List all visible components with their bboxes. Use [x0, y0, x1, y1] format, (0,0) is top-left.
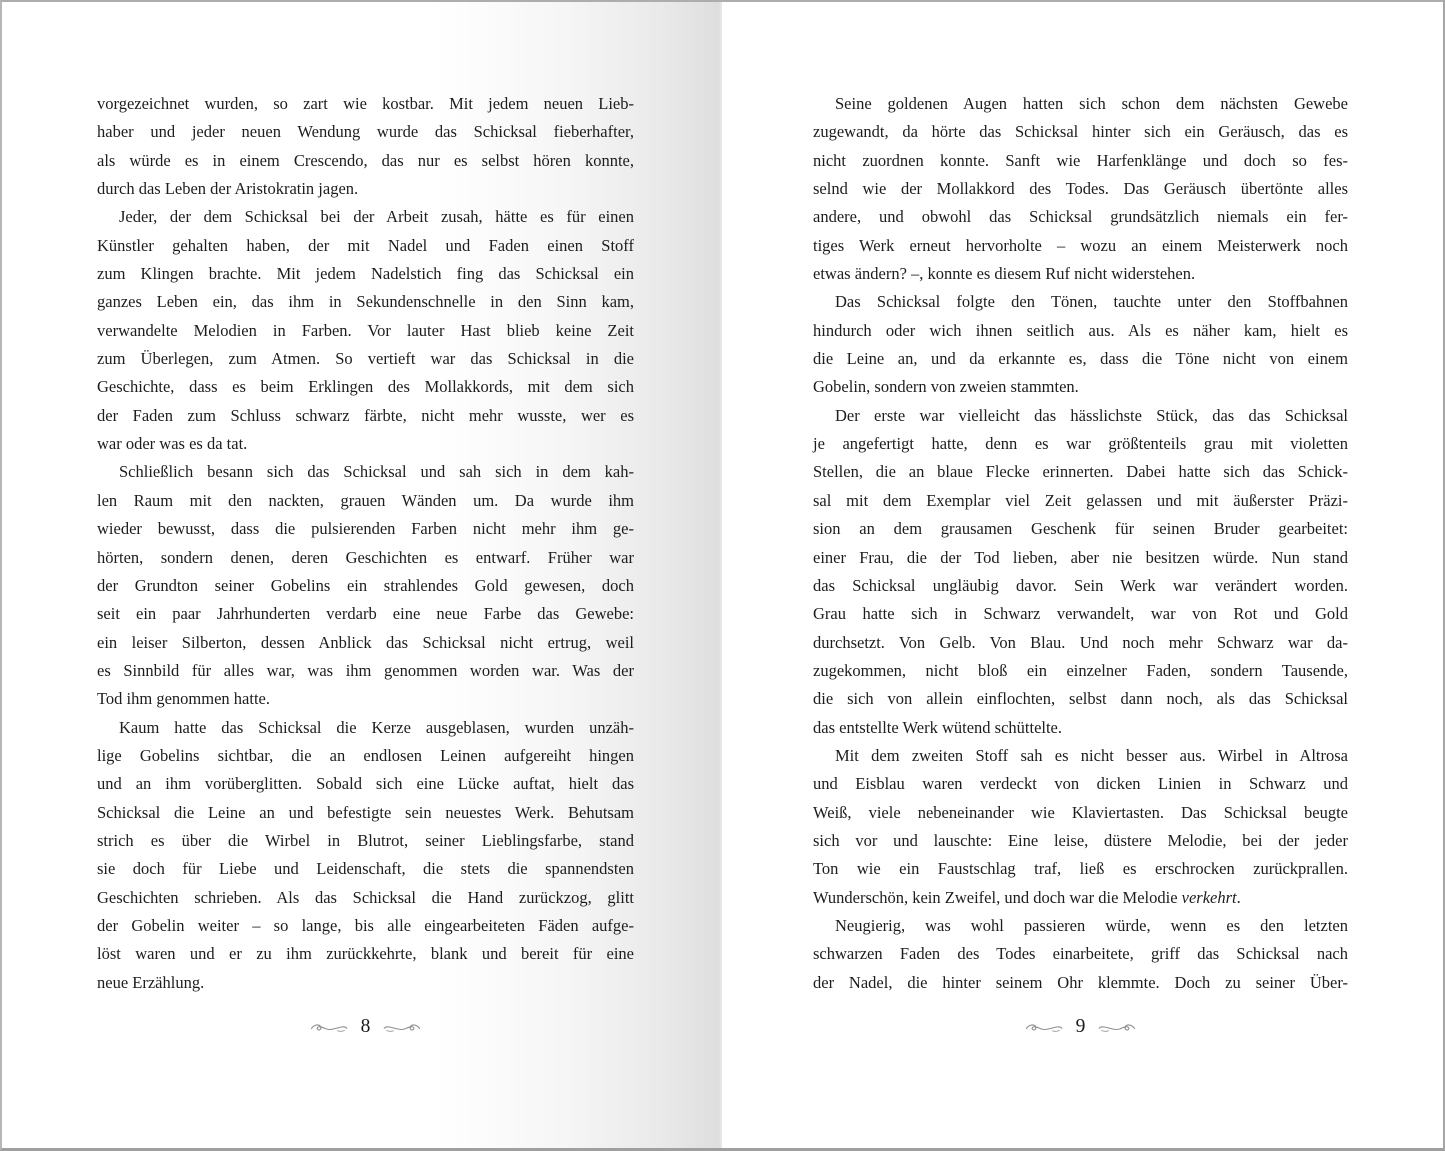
text-line: ein leiser Silberton, dessen Anblick das Schicksal nicht ertrug, weil	[97, 632, 634, 652]
text-line: sion an dem grausamen Geschenk für seinen Bruder gearbeitet:	[813, 519, 1348, 539]
text-line: einer Frau, die der Tod lieben, aber nie besitzen würde. Nun stand	[813, 547, 1348, 567]
text-line: Schließlich besann sich das Schicksal und sah sich in dem kah-	[119, 462, 634, 482]
text-line: der Faden zum Schluss schwarz färbte, nicht mehr wusste, wer es	[97, 405, 634, 425]
text-line: zum Überlegen, zum Atmen. So vertieft war das Schicksal in die	[97, 349, 634, 369]
text-line: Künstler gehalten haben, der mit Nadel und Faden einen Stoff	[97, 235, 634, 255]
text-line: Stellen, die an blaue Flecke erinnerten. Dabei hatte sich das Schick-	[813, 462, 1348, 482]
text-line: sie doch für Liebe und Leidenschaft, die stets die spannendsten	[97, 859, 634, 879]
text-line: war oder was es da tat.	[97, 434, 248, 454]
flourish-left-icon	[310, 1022, 348, 1034]
text-line: Schicksal die Leine an und befestigte sein neuestes Werk. Behutsam	[97, 802, 634, 822]
text-line: und an ihm vorüberglitten. Sobald sich eine Lücke auftat, hielt das	[97, 774, 634, 794]
text-line: die sich von allein einflochten, selbst dann noch, als das Schicksal	[813, 689, 1348, 709]
text-line: selnd wie der Mollakkord des Todes. Das Geräusch übertönte alles	[813, 179, 1348, 199]
text-line: Geschichte, dass es beim Erklingen des Mollakkords, mit dem sich	[97, 377, 634, 397]
text-line: haber und jeder neuen Wendung wurde das Schicksal fieberhafter,	[97, 122, 634, 142]
text-line: Jeder, der dem Schicksal bei der Arbeit zusah, hätte es für einen	[119, 207, 634, 227]
text-line: Ton wie ein Faustschlag traf, ließ es erschrocken zurückprallen.	[813, 859, 1348, 879]
text-line: der Grundton seiner Gobelins ein strahlendes Gold gewesen, doch	[97, 575, 634, 595]
book-page-left	[2, 2, 722, 1148]
text-line: je angefertigt hatte, denn es war größtenteils grau mit violetten	[813, 434, 1348, 454]
text-line: sich vor und lauschte: Eine leise, düstere Melodie, bei der jeder	[813, 830, 1348, 850]
text-line: Seine goldenen Augen hatten sich schon dem nächsten Gewebe	[835, 94, 1348, 113]
folio-number: 9	[1075, 1016, 1086, 1037]
text-line: nicht zuordnen konnte. Sanft wie Harfenklänge und doch so fes-	[813, 150, 1348, 170]
text-line: strich es über die Wirbel in Blutrot, seiner Lieblingsfarbe, stand	[97, 830, 634, 850]
text-line: Geschichten schrieben. Als das Schicksal die Hand zurückzog, glitt	[97, 887, 634, 907]
folio	[813, 1017, 1348, 1039]
text-line: etwas ändern? –, konnte es diesem Ruf nicht widerstehen.	[813, 264, 1196, 284]
text-line: andere, und obwohl das Schicksal grundsätzlich niemals ein fer-	[813, 207, 1348, 227]
text-line: seit ein paar Jahrhunderten verdarb eine neue Farbe das Gewebe:	[97, 604, 634, 624]
text-line: durchsetzt. Von Gelb. Von Blau. Und noch mehr Schwarz war da-	[813, 632, 1348, 652]
text-line: tiges Werk erneut hervorholte – wozu an einem Meisterwerk noch	[813, 235, 1348, 255]
folio-number: 8	[360, 1016, 371, 1037]
text-line: als würde es in einem Crescendo, das nur es selbst hören konnte,	[97, 150, 634, 170]
text-line: zugekommen, nicht bloß ein einzelner Faden, sondern Tausende,	[813, 660, 1348, 680]
text-line: zugewandt, da hörte das Schicksal hinter sich ein Geräusch, das es	[813, 122, 1348, 142]
text-line: das entstellte Werk wütend schüttelte.	[813, 717, 1063, 737]
text-line: Das Schicksal folgte den Tönen, tauchte unter den Stoffbahnen	[835, 292, 1348, 312]
text-line: hindurch oder wich ihnen seitlich aus. Als es näher kam, hielt es	[813, 320, 1348, 340]
text-line: verwandelte Melodien in Farben. Vor lauter Hast blieb keine Zeit	[97, 320, 634, 340]
text-line: wieder bewusst, dass die pulsierenden Farben nicht mehr ihm ge-	[97, 519, 634, 539]
text-line: Tod ihm genommen hatte.	[97, 689, 270, 709]
text-line: Kaum hatte das Schicksal die Kerze ausgeblasen, wurden unzäh-	[119, 717, 634, 737]
text-line: lige Gobelins sichtbar, die an endlosen Leinen aufgereiht hingen	[97, 745, 634, 765]
text-line: Neugierig, was wohl passieren würde, wenn es den letzten	[835, 915, 1348, 935]
text-line: zum Klingen brachte. Mit jedem Nadelstich fing das Schicksal ein	[97, 264, 634, 284]
text-line: len Raum mit den nackten, grauen Wänden um. Da wurde ihm	[97, 490, 634, 510]
book-page-right	[722, 2, 1443, 1148]
text-line: Weiß, viele nebeneinander wie Klaviertasten. Das Schicksal beugte	[813, 802, 1348, 822]
text-line: löst waren und er zu ihm zurückkehrte, blank und bereit für eine	[97, 944, 634, 964]
text-line: vorgezeichnet wurden, so zart wie kostbar. Mit jedem neuen Lieb-	[97, 94, 634, 113]
flourish-right-icon	[383, 1022, 421, 1034]
text-block	[97, 90, 634, 997]
text-line: neue Erzählung.	[97, 972, 205, 992]
text-line: Der erste war vielleicht das hässlichste Stück, das das Schicksal	[835, 405, 1348, 425]
text-line: und Eisblau waren verdeckt von dicken Linien in Schwarz und	[813, 774, 1348, 794]
text-line: Mit dem zweiten Stoff sah es nicht besser aus. Wirbel in Altrosa	[835, 745, 1348, 765]
text-line: hörten, sondern denen, deren Geschichten es entwarf. Früher war	[97, 547, 634, 567]
text-line: der Gobelin weiter – so lange, bis alle eingearbeiteten Fäden aufge-	[97, 915, 634, 935]
text-line: sal mit dem Exemplar viel Zeit gelassen und mit äußerster Präzi-	[813, 490, 1348, 510]
text-line: Wunderschön, kein Zweifel, und doch war die Melodie verkehrt.	[813, 887, 1241, 907]
text-line: es Sinnbild für alles war, was ihm genommen worden war. Was der	[97, 660, 634, 680]
text-line: das Schicksal ungläubig davor. Sein Werk war verändert worden.	[813, 575, 1348, 595]
text-line: die Leine an, und da erkannte es, dass die Töne nicht von einem	[813, 349, 1348, 369]
flourish-left-icon	[1025, 1022, 1063, 1034]
text-block	[813, 90, 1348, 997]
text-line: der Nadel, die hinter seinem Ohr klemmte. Doch zu seiner Über-	[813, 972, 1348, 992]
flourish-right-icon	[1098, 1022, 1136, 1034]
text-line: ganzes Leben ein, das ihm in Sekundenschnelle in den Sinn kam,	[97, 292, 634, 312]
text-line: durch das Leben der Aristokratin jagen.	[97, 179, 359, 199]
text-line: schwarzen Faden des Todes einarbeitete, griff das Schicksal nach	[813, 944, 1348, 964]
text-line: Grau hatte sich in Schwarz verwandelt, war von Rot und Gold	[813, 604, 1348, 624]
text-line: Gobelin, sondern von zweien stammten.	[813, 377, 1079, 397]
folio	[97, 1017, 634, 1039]
